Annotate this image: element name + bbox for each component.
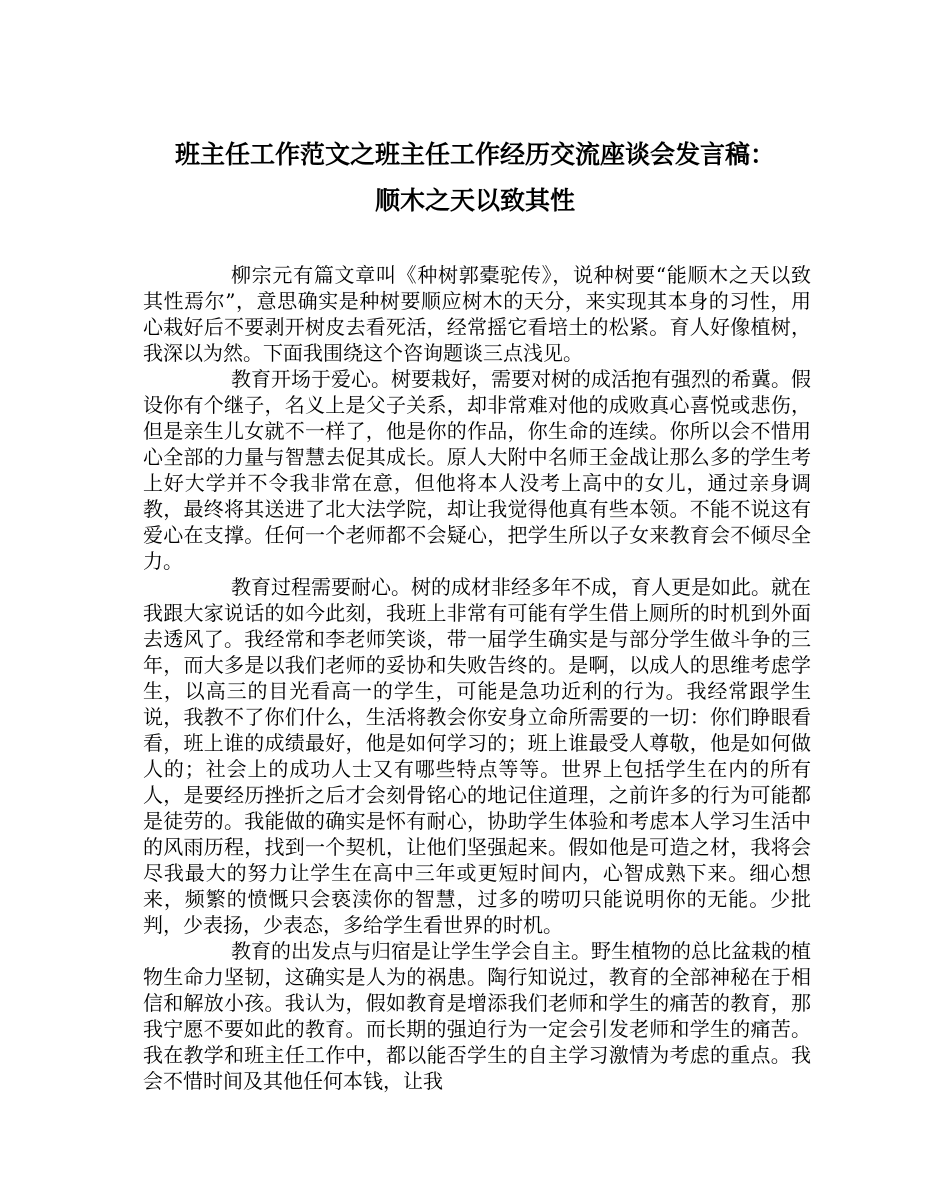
paragraph: 教育过程需要耐心。树的成材非经多年不成，育人更是如此。就在我跟大家说话的如今此刻，我班上非常有可能有学生借上厕所的时机到外面去透风了。我经常和李老师笑谈，带一届学生确实是与部分学生做斗争的三年，而大多是以我们老师的妥协和失败告终的。是啊，以成人的思维考虑学生，以高三的目光看高一的学生，可能是急功近利的行为。我经常跟学生说，我教不了你们什么，生活将教会你安身立命所需要的一切：你们睁眼看看，班上谁的成绩最好，他是如何学习的；班上谁最受人尊敬，他是如何做人的；社会上的成功人士又有哪些特点等等。世界上包括学生在内的所有人，是要经历挫折之后才会刻骨铭心的地记住道理，之前许多的行为可能都是徒劳的。我能做的确实是怀有耐心，协助学生体验和考虑本人学习生活中的风雨历程，找到一个契机，让他们坚强起来。假如他是可造之材，我将会尽我最大的努力让学生在高中三年或更短时间内，心智成熟下来。细心想来，频繁的愤慨只会亵渎你的智慧，过多的唠叨只能说明你的无能。少批判，少表扬，少表态，多给学生看世界的时机。 xyxy=(143,575,811,937)
document-title-line-2: 顺木之天以致其性 xyxy=(374,186,575,215)
document-body xyxy=(143,262,811,1094)
document-title-line-1: 班主任工作范文之班主任工作经历交流座谈会发言稿： xyxy=(174,140,775,169)
paragraph: 教育开场于爱心。树要栽好，需要对树的成活抱有强烈的希冀。假设你有个继子，名义上是父子关系，却非常难对他的成败真心喜悦或悲伤，但是亲生儿女就不一样了，他是你的作品，你生命的连续。你所以会不惜用心全部的力量与智慧去促其成长。原人大附中名师王金战让那么多的学生考上好大学并不令我非常在意，但他将本人没考上高中的女儿，通过亲身调教，最终将其送进了北大法学院，却让我觉得他真有些本领。不能不说这有爱心在支撑。任何一个老师都不会疑心，把学生所以子女来教育会不倾尽全力。 xyxy=(143,367,811,573)
paragraph: 教育的出发点与归宿是让学生学会自主。野生植物的总比盆栽的植物生命力坚韧，这确实是人为的祸患。陶行知说过，教育的全部神秘在于相信和解放小孩。我认为，假如教育是增添我们老师和学生的痛苦的教育，那我宁愿不要如此的教育。而长期的强迫行为一定会引发老师和学生的痛苦。我在教学和班主任工作中，都以能否学生的自主学习激情为考虑的重点。我会不惜时间及其他任何本钱，让我 xyxy=(143,939,811,1093)
paragraph: 柳宗元有篇文章叫《种树郭橐驼传》，说种树要“能顺木之天以致其性焉尔”，意思确实是种树要顺应树木的天分，来实现其本身的习性，用心栽好后不要剥开树皮去看死活，经常摇它看培土的松紧。育人好像植树，我深以为然。下面我围绕这个咨询题谈三点浅见。 xyxy=(143,263,811,365)
